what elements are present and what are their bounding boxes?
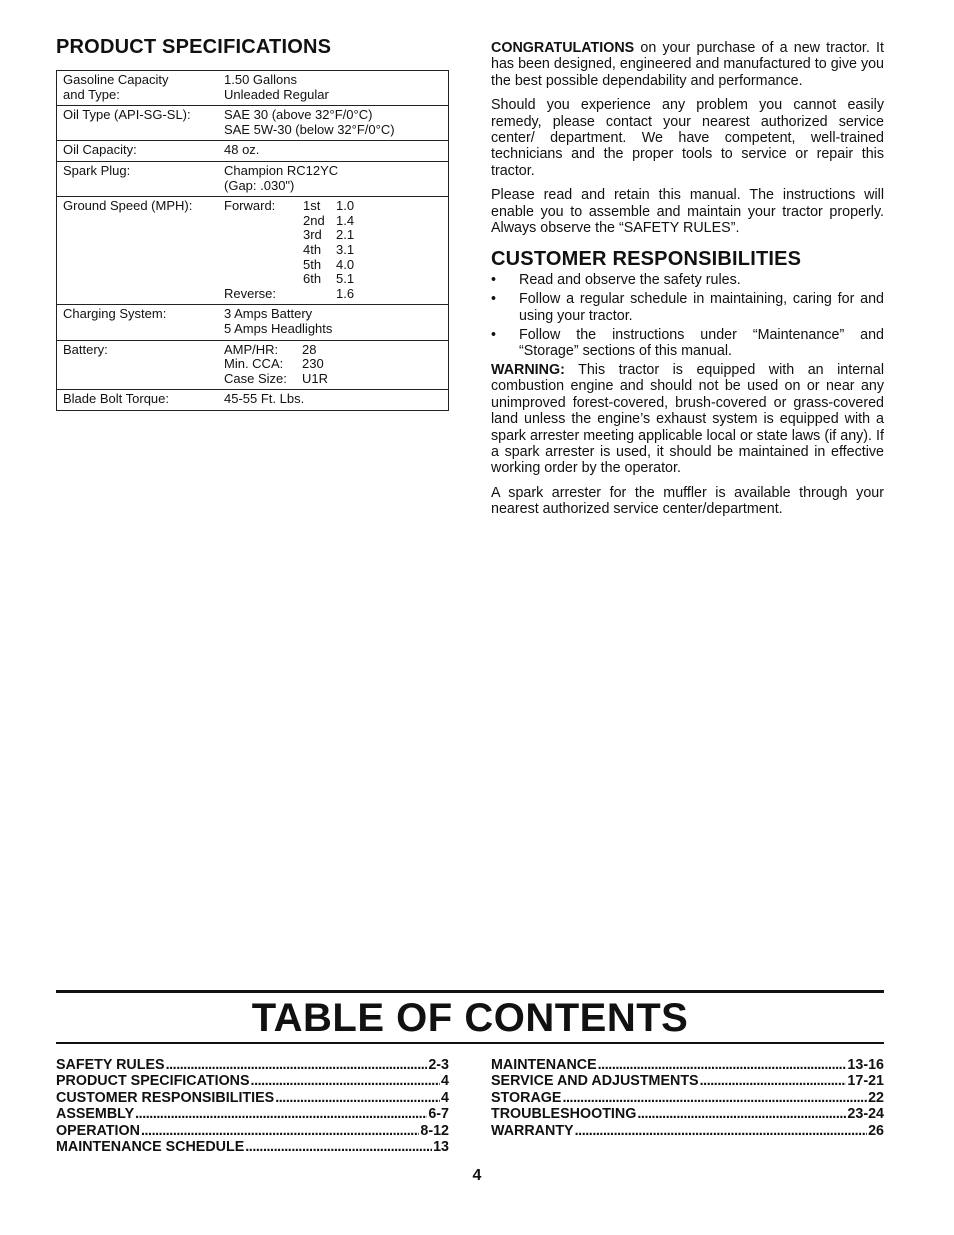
reverse-speed: 1.6	[336, 285, 355, 301]
toc-entry-pages: 4	[441, 1089, 449, 1106]
customer-responsibilities-heading: CUSTOMER RESPONSIBILITIES	[491, 248, 802, 271]
toc-leader-dots	[275, 1090, 440, 1106]
spec-row-blade-bolt	[57, 390, 449, 411]
toc-bottom-rule	[56, 1042, 884, 1044]
spec-label: Oil Capacity:	[57, 141, 219, 162]
spec-value: 1.50 Gallons Unleaded Regular	[218, 71, 449, 106]
toc-entry-pages: 13	[433, 1139, 449, 1156]
gear-speed: 3.1	[336, 241, 355, 257]
intro-column	[491, 40, 884, 526]
gear-name: 1st	[303, 198, 321, 214]
toc-leader-dots	[245, 1139, 432, 1155]
congratulations-text: on your purchase of a new tractor. It has been designed, engineered and manufactured to give you the best possible dependability and performance.	[491, 40, 884, 89]
battery-value: U1R	[302, 370, 329, 386]
list-item: • Follow the instructions under “Maintenance” and “Storage” sections of this manual.	[491, 327, 884, 360]
spec-value: 3 Amps Battery 5 Amps Headlights	[218, 305, 449, 340]
spec-label: Ground Speed (MPH):	[57, 197, 219, 305]
forward-label: Forward:	[224, 198, 276, 214]
gear-name: 2nd	[303, 212, 325, 228]
responsibilities-list	[491, 272, 884, 359]
battery-key: Min. CCA:	[224, 356, 284, 372]
spec-row-ground-speed	[57, 197, 449, 305]
warning-text: This tractor is equipped with an internal combustion engine and should not be used on or near any unimproved forest-covered, brush-covered or grass-covered land unless the engine’s exhaust system is equipped with a spark arrester meeting applicable local or state laws (if any). If a spark arrester is used, it should be maintained in effective working order by the operator.	[491, 362, 884, 477]
toc-entry-name: TROUBLESHOOTING	[491, 1106, 637, 1123]
toc-leader-dots	[135, 1106, 427, 1122]
toc-leader-dots	[562, 1090, 867, 1106]
list-item: • Follow a regular schedule in maintaining, caring for and using your tractor.	[491, 291, 884, 324]
battery-key: AMP/HR:	[224, 341, 279, 357]
spark-arrester-paragraph: A spark arrester for the muffler is available through your nearest authorized service center/department.	[491, 484, 884, 518]
retain-paragraph: Please read and retain this manual. The instructions will enable you to assemble and maintain your tractor properly. Always observe the “SAFETY RULES”.	[491, 187, 884, 237]
congratulations-paragraph	[491, 40, 884, 89]
toc-right-column	[491, 1057, 884, 1139]
toc-entry-pages: 13-16	[847, 1057, 884, 1073]
warning-paragraph	[491, 362, 884, 477]
toc-leader-dots	[141, 1123, 419, 1139]
spec-label: Oil Type (API-SG-SL):	[57, 106, 219, 141]
toc-entry-name: OPERATION	[56, 1122, 140, 1139]
toc-entry-name: MAINTENANCE SCHEDULE	[56, 1139, 245, 1156]
toc-entry-name: PRODUCT SPECIFICATIONS	[56, 1073, 250, 1090]
gear-name: 4th	[303, 241, 322, 257]
toc-entry[interactable]	[491, 1073, 884, 1089]
toc-entry-pages: 8-12	[420, 1122, 449, 1139]
battery-value: 230	[302, 356, 324, 372]
toc-entry[interactable]	[56, 1057, 449, 1073]
toc-entry-pages: 26	[868, 1122, 884, 1139]
ground-speed-grid	[224, 199, 442, 301]
gear-speed: 1.4	[336, 212, 355, 228]
toc-entry-name: SAFETY RULES	[56, 1057, 165, 1073]
product-specifications-heading: PRODUCT SPECIFICATIONS	[56, 36, 332, 58]
page-number: 4	[472, 1167, 482, 1184]
toc-entry[interactable]	[491, 1057, 884, 1073]
spec-row-oil-capacity	[57, 141, 449, 162]
battery-value: 28	[302, 341, 317, 357]
gear-speed: 5.1	[336, 271, 355, 287]
spec-row-oil-type	[57, 106, 449, 141]
toc-leader-dots	[598, 1057, 847, 1073]
spec-value: 45-55 Ft. Lbs.	[218, 390, 449, 411]
spec-value: Champion RC12YC (Gap: .030")	[218, 161, 449, 196]
spec-label: Spark Plug:	[57, 161, 219, 196]
warning-bold: WARNING:	[491, 362, 565, 378]
spec-row-gasoline	[57, 71, 449, 106]
battery-grid	[224, 343, 442, 387]
gear-name: 3rd	[303, 227, 322, 243]
spec-label: Gasoline Capacity and Type:	[57, 71, 219, 106]
spec-value	[218, 340, 449, 390]
toc-leader-dots	[166, 1057, 428, 1073]
toc-entry-pages: 2-3	[428, 1057, 449, 1073]
toc-leader-dots	[575, 1123, 867, 1139]
toc-entry[interactable]	[56, 1090, 449, 1106]
toc-left-column	[56, 1057, 449, 1155]
spec-value	[218, 197, 449, 305]
spec-label: Blade Bolt Torque:	[57, 390, 219, 411]
spec-label: Battery:	[57, 340, 219, 390]
product-specifications-section	[56, 36, 449, 411]
toc-entry[interactable]	[56, 1139, 449, 1155]
spec-label: Charging System:	[57, 305, 219, 340]
specifications-table	[56, 70, 449, 411]
spec-row-spark-plug	[57, 161, 449, 196]
spec-value: SAE 30 (above 32°F/0°C) SAE 5W-30 (below 32°F/0°C)	[218, 106, 449, 141]
toc-entry-pages: 23-24	[847, 1106, 884, 1123]
toc-entry[interactable]	[56, 1073, 449, 1089]
toc-entry-name: STORAGE	[491, 1089, 562, 1106]
gear-speed: 4.0	[336, 256, 355, 272]
battery-key: Case Size:	[224, 370, 287, 386]
toc-entry-name: MAINTENANCE	[491, 1057, 597, 1073]
spec-value: 48 oz.	[218, 141, 449, 162]
toc-entry-name: SERVICE AND ADJUSTMENTS	[491, 1073, 699, 1090]
toc-title: TABLE OF CONTENTS	[251, 996, 689, 1040]
toc-entry-pages: 17-21	[847, 1073, 884, 1090]
toc-entry-pages: 22	[868, 1089, 884, 1106]
spec-row-charging	[57, 305, 449, 340]
gear-speed: 1.0	[336, 198, 355, 214]
toc-entry[interactable]	[491, 1106, 884, 1122]
toc-leader-dots	[700, 1073, 847, 1089]
reverse-label: Reverse:	[224, 285, 277, 301]
toc-entry-pages: 6-7	[428, 1106, 449, 1123]
toc-entry[interactable]	[56, 1106, 449, 1122]
toc-entry-name: WARRANTY	[491, 1122, 574, 1139]
toc-entry[interactable]	[491, 1090, 884, 1106]
spec-row-battery	[57, 340, 449, 390]
toc-entry[interactable]	[56, 1123, 449, 1139]
problem-paragraph: Should you experience any problem you cannot easily remedy, please contact your nearest authorized service center/ department. We have competent, well-trained technicians and the proper tools to service or repair this tractor.	[491, 97, 884, 179]
toc-entry-name: CUSTOMER RESPONSIBILITIES	[56, 1089, 275, 1106]
toc-entry-pages: 4	[441, 1073, 449, 1090]
toc-leader-dots	[637, 1106, 846, 1122]
list-item: • Read and observe the safety rules.	[491, 272, 884, 288]
gear-name: 5th	[303, 256, 322, 272]
congratulations-bold: CONGRATULATIONS	[491, 40, 635, 56]
gear-name: 6th	[303, 271, 322, 287]
toc-entry-name: ASSEMBLY	[56, 1106, 135, 1123]
toc-top-rule	[56, 990, 884, 993]
toc-entry[interactable]	[491, 1123, 884, 1139]
gear-speed: 2.1	[336, 227, 355, 243]
toc-leader-dots	[251, 1073, 441, 1089]
